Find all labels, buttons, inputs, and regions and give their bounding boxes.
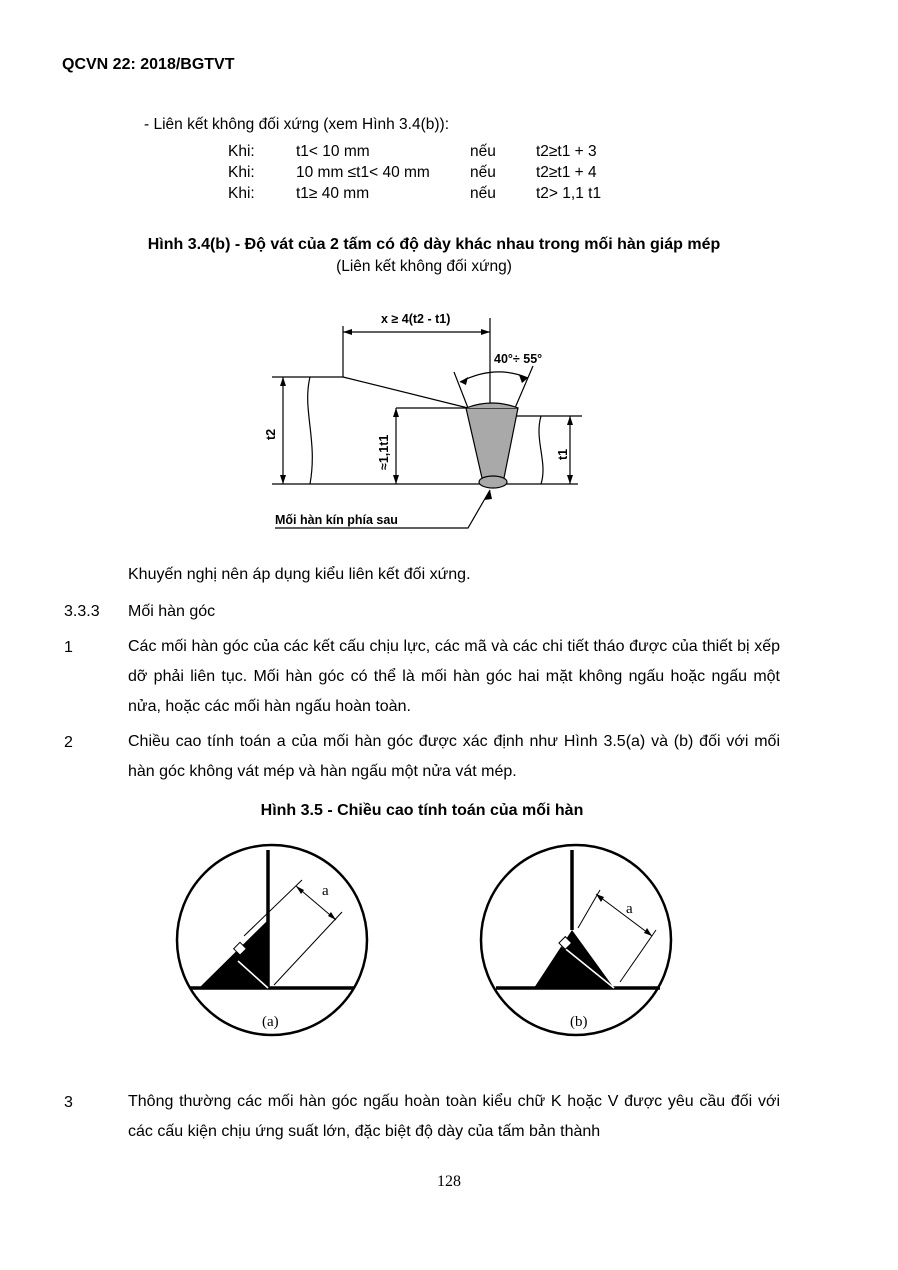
neu-label: nếu [470,142,496,160]
butt-weld-diagram [0,0,898,560]
subfigure-a-label: (a) [262,1014,279,1030]
item-text: Các mối hàn góc của các kết cấu chịu lực, các mã và các chi tiết tháo được của thiết bị xếp dỡ phải liên tục. Mối hàn góc có thể là mối hàn góc hai mặt không ngấu hoặc ngấu một nửa, hoặc các mối hàn ngấu hoàn toàn. [128,638,780,715]
a-label: a [626,901,633,917]
fillet-weld-diagram [0,840,898,1060]
t1-label: t1 [556,448,570,460]
condition-text: t1< 10 mm [296,142,370,160]
khi-label: Khi: [228,184,255,202]
item-number: 2 [64,734,73,751]
t2-label: t2 [264,428,278,440]
item-text: Thông thường các mối hàn góc ngấu hoàn toàn kiểu chữ K hoặc V được yêu cầu đối với các cấu kiện chịu ứng suất lớn, đặc biệt độ dày của tấm bản thành [128,1093,780,1140]
item-number: 1 [64,639,73,656]
item-text: Chiều cao tính toán a của mối hàn góc được xác định như Hình 3.5(a) và (b) đối với mối hàn góc không vát mép và hàn ngấu một nửa vát mép. [128,733,780,780]
khi-label: Khi: [228,142,255,160]
page-number: 128 [437,1173,461,1190]
subfigure-b-label: (b) [570,1014,588,1030]
section-title: Mối hàn góc [128,603,216,620]
fillet-weld-b [481,845,671,1035]
intro-line: - Liên kết không đối xứng (xem Hình 3.4(b)): [144,116,450,133]
approx-label: ≈1,1t1 [377,434,391,470]
neu-label: nếu [470,163,496,181]
a-label: a [322,883,329,899]
angle-label: 40°÷ 55° [494,352,543,366]
x-dimension-label: x ≥ 4(t2 - t1) [381,312,451,326]
figure-3-4-subcaption: (Liên kết không đối xứng) [336,258,512,275]
condition-text: t1≥ 40 mm [296,184,370,202]
condition-result: t2> 1,1 t1 [536,184,602,202]
condition-result: t2≥t1 + 4 [536,163,597,181]
condition-result: t2≥t1 + 3 [536,142,597,160]
condition-text: 10 mm ≤t1< 40 mm [296,163,430,181]
figure-3-5-caption: Hình 3.5 - Chiều cao tính toán của mối hàn [260,802,584,819]
section-number: 3.3.3 [64,603,100,620]
figure-3-4-caption: Hình 3.4(b) - Độ vát của 2 tấm có độ dày khác nhau trong mối hàn giáp mép [147,236,721,253]
khi-label: Khi: [228,163,255,181]
document-header: QCVN 22: 2018/BGTVT [62,56,235,73]
recommendation: Khuyến nghị nên áp dụng kiểu liên kết đối xứng. [128,566,471,583]
fillet-weld-a [177,845,367,1035]
back-weld-label: Mối hàn kín phía sau [275,513,398,527]
item-number: 3 [64,1094,73,1111]
neu-label: nếu [470,184,496,202]
